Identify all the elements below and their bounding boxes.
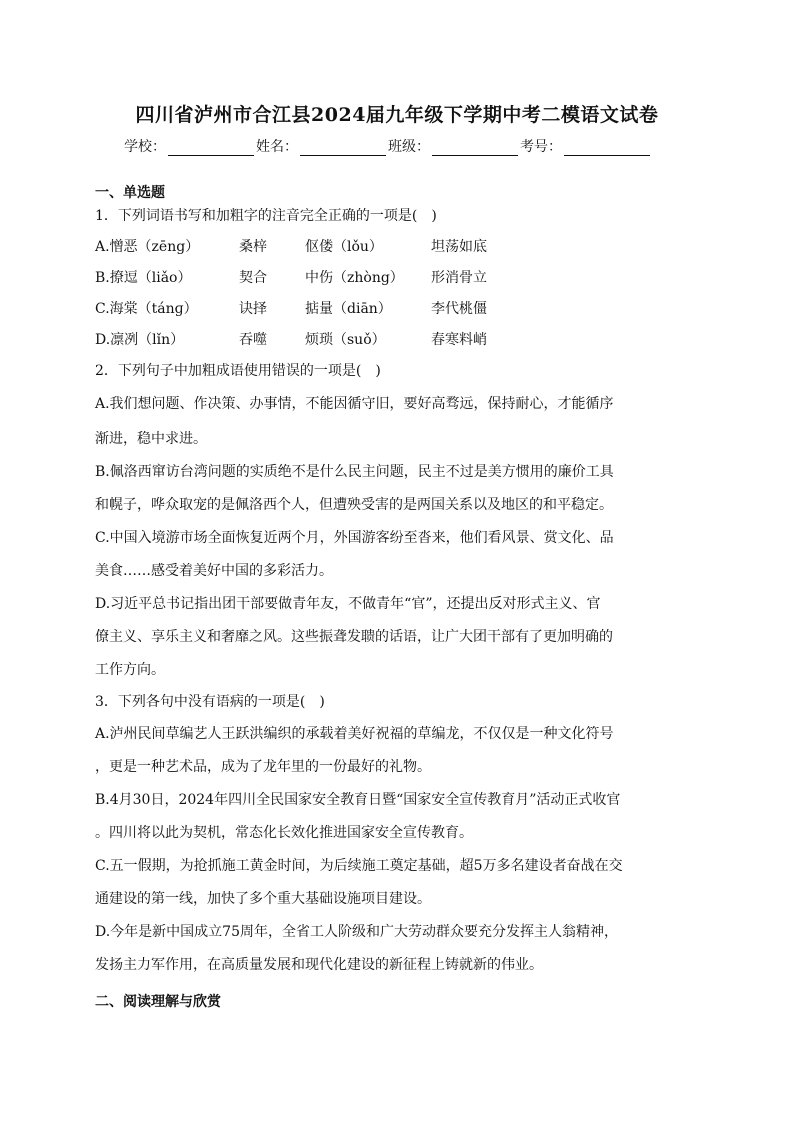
class-label: 班级： xyxy=(388,139,430,155)
question-2-text-line: C.中国入境游市场全面恢复近两个月，外国游客纷至沓来，他们看风景、赏文化、品 xyxy=(95,530,614,546)
number-label: 考号： xyxy=(520,139,562,155)
option-cell: 坦荡如底 xyxy=(431,239,487,255)
option-cell: 伛偻（lǒu） xyxy=(305,239,383,255)
exam-title: 四川省泸州市合江县2024届九年级下学期中考二模语文试卷 xyxy=(135,104,659,126)
name-label: 姓名： xyxy=(256,139,298,155)
question-3-text-line: 。四川将以此为契机，常态化长效化推进国家安全宣传教育。 xyxy=(95,825,473,841)
question-2-text-line: 和幌子，哗众取宠的是佩洛西个人，但遭殃受害的是两国关系以及地区的和平稳定。 xyxy=(95,497,613,513)
question-3-text-line: C.五一假期，为抢抓施工黄金时间，为后续施工奠定基础，超5万多名建设者奋战在交 xyxy=(95,858,623,874)
question-2-text-line: 美食……感受着美好中国的多彩活力。 xyxy=(95,563,333,579)
option-cell: C.海棠（tánɡ） xyxy=(95,301,198,317)
option-cell: 吞噬 xyxy=(239,332,267,348)
question-3-text-line: D.今年是新中国成立75周年，全省工人阶级和广大劳动群众要充分发挥主人翁精神， xyxy=(95,924,618,940)
question-2-text-line: D.习近平总书记指出团干部要做青年友，不做青年“官”，还提出反对形式主义、官 xyxy=(95,596,601,612)
option-cell: 中伤（zhòng） xyxy=(305,270,404,286)
question-2-text-line: 僚主义、享乐主义和奢靡之风。这些振聋发聩的话语，让广大团干部有了更加明确的 xyxy=(95,629,613,645)
question-3-text-line: B.4月30日，2024年四川全民国家安全教育日暨“国家安全宣传教育月”活动正式收官 xyxy=(95,792,621,808)
question-3-text-line: ，更是一种艺术品，成为了龙年里的一份最好的礼物。 xyxy=(95,759,431,775)
option-cell: 春寒料峭 xyxy=(431,332,487,348)
question-2-text-line: A.我们想问题、作决策、办事情，不能因循守旧，要好高骛远，保持耐心，才能循序 xyxy=(95,396,614,412)
option-cell: 烦琐（suǒ） xyxy=(305,332,386,348)
question-2-text-line: 工作方向。 xyxy=(95,662,165,678)
class-blank xyxy=(432,140,518,156)
school-blank xyxy=(168,140,254,156)
question-3-stem: 3．下列各句中没有语病的一项是( ) xyxy=(95,694,325,710)
name-blank xyxy=(300,140,386,156)
number-blank xyxy=(564,140,650,156)
section-title-reading: 二、阅读理解与欣赏 xyxy=(95,994,221,1010)
question-2-text-line: 渐进，稳中求进。 xyxy=(95,431,207,447)
question-3-text-line: 通建设的第一线，加快了多个重大基础设施项目建设。 xyxy=(95,891,431,907)
option-cell: 形消骨立 xyxy=(431,270,487,286)
option-cell: 桑梓 xyxy=(239,239,267,255)
option-cell: 掂量（diān） xyxy=(305,301,392,317)
option-cell: D.凛冽（lǐn） xyxy=(95,332,185,348)
question-3-text-line: 发扬主力军作用，在高质量发展和现代化建设的新征程上铸就新的伟业。 xyxy=(95,957,543,973)
question-3-text-line: A.泸州民间草编艺人王跃洪编织的承载着美好祝福的草编龙，不仅仅是一种文化符号 xyxy=(95,726,614,742)
question-2-stem: 2．下列句子中加粗成语使用错误的一项是( ) xyxy=(95,363,381,379)
section-title-single-choice: 一、单选题 xyxy=(95,185,165,201)
school-label: 学校： xyxy=(124,139,166,155)
question-2-text-line: B.佩洛西窜访台湾问题的实质绝不是什么民主问题，民主不过是美方惯用的廉价工具 xyxy=(95,464,614,480)
option-cell: 诀择 xyxy=(239,301,267,317)
student-info-row xyxy=(124,136,652,156)
option-cell: 李代桃僵 xyxy=(431,301,487,317)
option-cell: A.憎恶（zēng） xyxy=(95,239,200,255)
option-cell: 契合 xyxy=(239,270,267,286)
option-cell: B.撩逗（liǎo） xyxy=(95,270,192,286)
question-1-stem: 1．下列词语书写和加粗字的注音完全正确的一项是( ) xyxy=(95,208,437,224)
